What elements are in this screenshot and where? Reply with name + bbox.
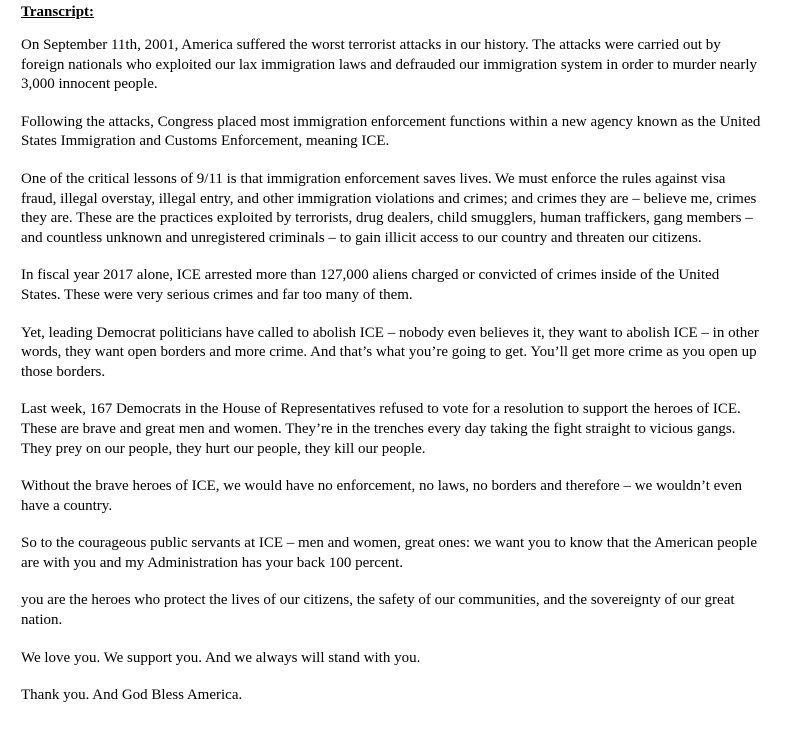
paragraph-congress-ice: Following the attacks, Congress placed most immigration enforcement functions within a new agency known as the United States Immigration and Customs Enforcement, meaning ICE. — [21, 113, 761, 150]
paragraph-heroes: you are the heroes who protect the lives of our citizens, the safety of our communities, and the sovereignty of our great nation. — [21, 592, 735, 629]
paragraph-we-love-you: We love you. We support you. And we always will stand with you. — [21, 649, 421, 666]
transcript-document — [21, 3, 761, 724]
paragraph-no-country: Without the brave heroes of ICE, we would have no enforcement, no laws, no borders and therefore – we wouldn’t even have a country. — [21, 478, 742, 514]
paragraph-fiscal-year-2017: In fiscal year 2017 alone, ICE arrested more than 127,000 aliens charged or convicted of crimes inside of the United States. These were very serious crimes and far too many of them. — [21, 267, 720, 303]
transcript-title: Transcript: — [21, 4, 95, 20]
paragraph-thank-you: Thank you. And God Bless America. — [21, 687, 243, 704]
paragraph-september-11: On September 11th, 2001, America suffered the worst terrorist attacks in our history. The attacks were carried out by foreign nationals who exploited our lax immigration laws and defrauded our immigration system in order to murder nearly 3,000 innocent people. — [21, 37, 758, 93]
paragraph-enforcement-saves-lives: One of the critical lessons of 9/11 is that immigration enforcement saves lives. We must enforce the rules against visa fraud, illegal overstay, illegal entry, and other immigration violations and crimes; and crimes they are – believe me, crimes they are. These are the practices exploited by terrorists, drug dealers, child smugglers, human traffickers, gang members – and countless unknown and unregistered criminals – to gain illicit access to our country and threaten our citizens. — [21, 170, 757, 246]
paragraph-abolish-ice: Yet, leading Democrat politicians have called to abolish ICE – nobody even believes it, they want to abolish ICE – in other words, they want open borders and more crime. And that’s what you’re going to get. You’ll get more crime as you open up those borders. — [21, 324, 759, 380]
paragraph-public-servants: So to the courageous public servants at ICE – men and women, great ones: we want you to know that the American people are with you and my Administration has your back 100 percent. — [21, 535, 758, 571]
paragraph-house-resolution: Last week, 167 Democrats in the House of Representatives refused to vote for a resolution to support the heroes of ICE. These are brave and great men and women. They’re in the trenches every day taking the fight straight to vicious gangs. They prey on our people, they hurt our people, they kill our people. — [21, 401, 741, 457]
